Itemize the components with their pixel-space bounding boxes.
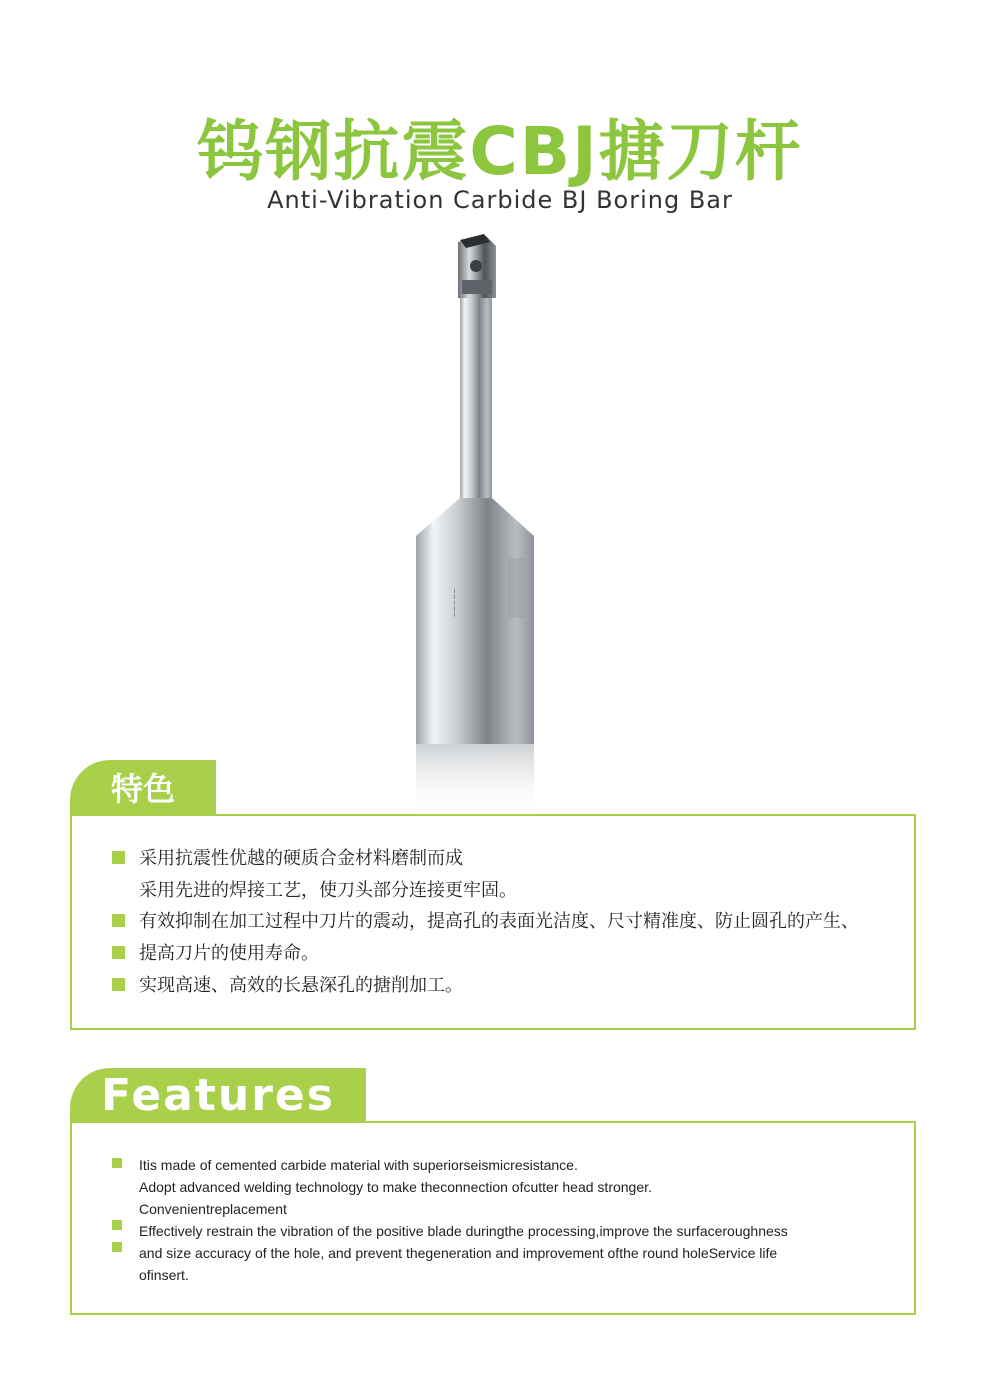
feature-en-line: ofinsert. — [139, 1267, 189, 1283]
bullet-icon — [112, 851, 125, 864]
page-title: 钨钢抗震CBJ搪刀杆 — [197, 113, 803, 190]
feature-cn-line: 有效抑制在加工过程中刀片的震动，提高孔的表面光洁度、尺寸精准度、防止圆孔的产生、 — [139, 911, 859, 932]
page-subtitle: Anti-Vibration Carbide BJ Boring Bar — [267, 186, 733, 214]
features-cn-box — [70, 814, 916, 1030]
bullet-icon — [112, 1242, 122, 1252]
feature-en-line: Adopt advanced welding technology to make theconnection ofcutter head stronger. — [139, 1179, 652, 1195]
bullet-icon — [112, 946, 125, 959]
boring-bar-image — [400, 228, 550, 818]
feature-cn-line: 实现高速、高效的长悬深孔的搪削加工。 — [139, 975, 463, 996]
feature-cn-line: 提高刀片的使用寿命。 — [139, 943, 319, 964]
feature-en-line: Effectively restrain the vibration of the positive blade duringthe processing,improve the surfaceroughness — [139, 1223, 788, 1239]
feature-cn-line: 采用抗震性优越的硬质合金材料磨制而成 — [139, 848, 463, 869]
bullet-icon — [112, 1158, 122, 1168]
bullet-icon — [112, 914, 125, 927]
feature-cn-line: 采用先进的焊接工艺，使刀头部分连接更牢固。 — [139, 880, 517, 901]
features-en-heading: Features — [70, 1068, 366, 1122]
features-en-box — [70, 1121, 916, 1315]
feature-en-line: and size accuracy of the hole, and prevent thegeneration and improvement ofthe round holeService life — [139, 1245, 778, 1261]
feature-en-line: Convenientreplacement — [139, 1201, 287, 1217]
features-cn-heading: 特色 — [70, 760, 216, 814]
bullet-icon — [112, 1220, 122, 1230]
svg-text:~~~~~: ~~~~~ — [450, 588, 458, 618]
feature-en-line: Itis made of cemented carbide material with superiorseismicresistance. — [139, 1157, 578, 1173]
bullet-icon — [112, 978, 125, 991]
